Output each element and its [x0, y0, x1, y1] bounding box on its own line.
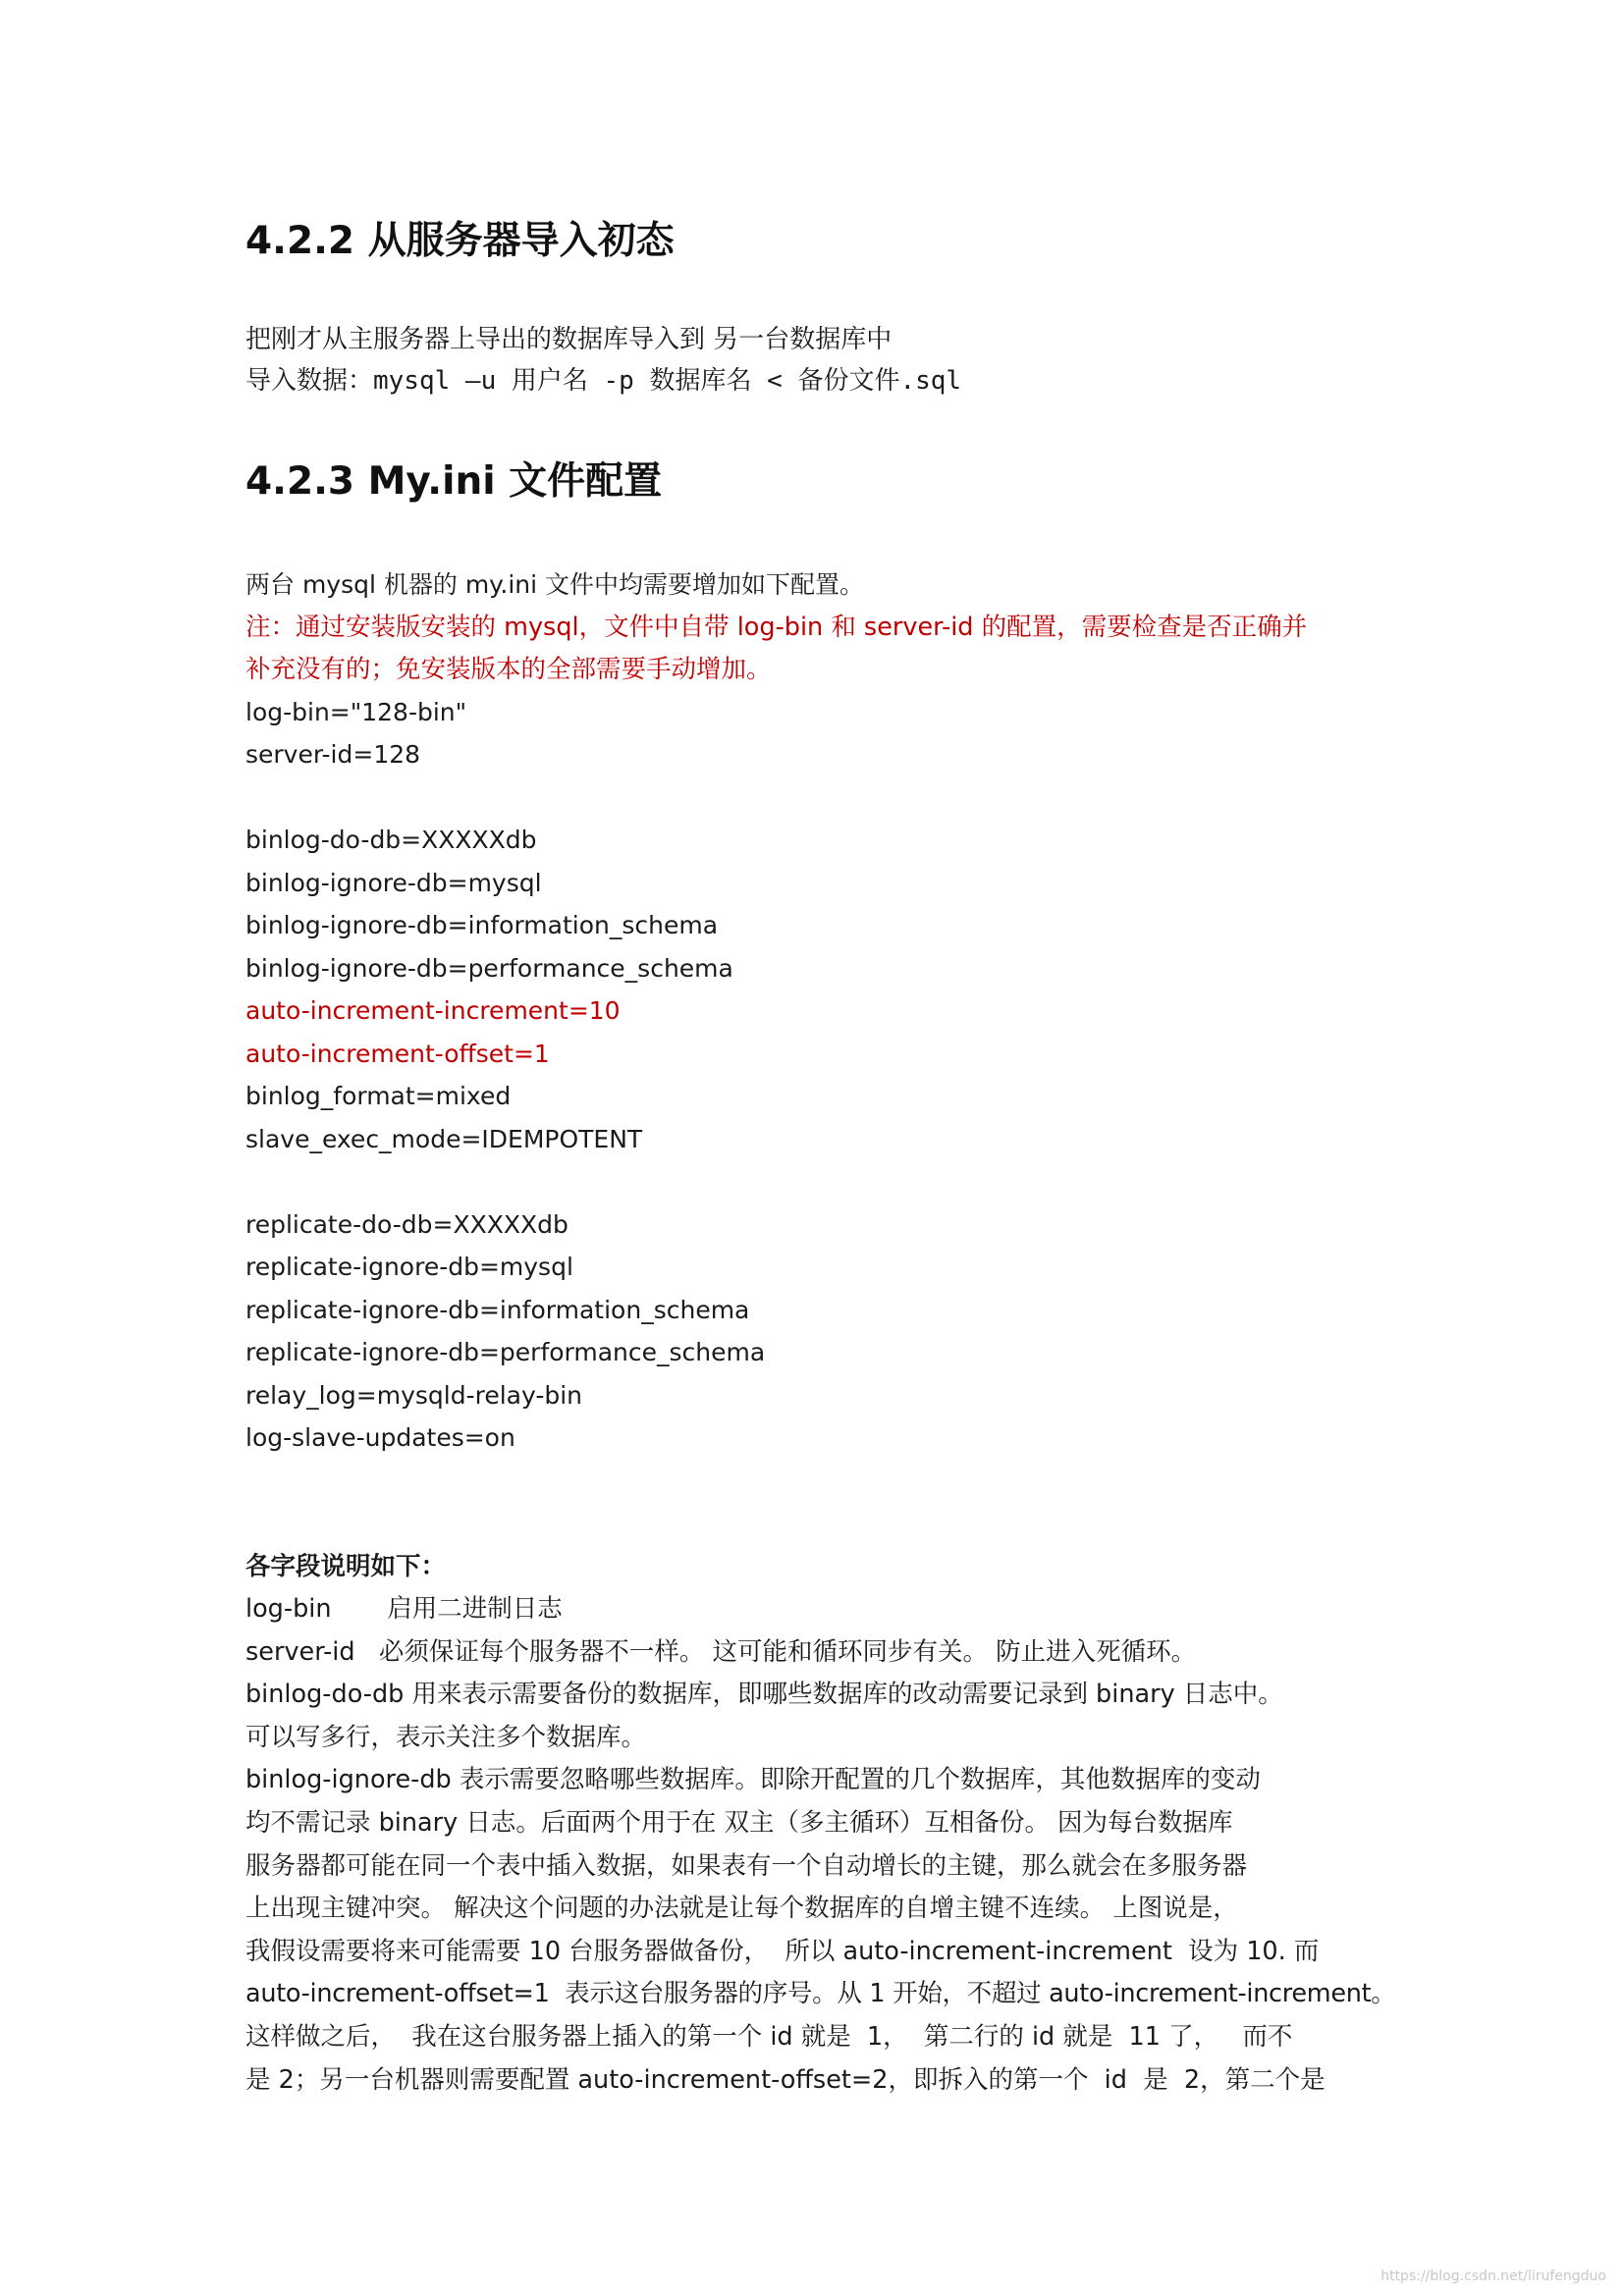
section-heading-4-2-2: 4.2.2 从服务器导入初态 [245, 219, 675, 263]
watermark: https://blog.csdn.net/lirufengduo [1380, 2269, 1606, 2284]
config-line: relay_log=mysqld-relay-bin [245, 1381, 583, 1410]
field-line: 可以写多行，表示关注多个数据库。 [245, 1722, 647, 1752]
field-line: 上出现主键冲突。 解决这个问题的办法就是让每个数据库的自增主键不连续。 上图说是， [245, 1894, 1238, 1924]
config-line: server-id=128 [245, 740, 421, 769]
note-line-1: 注：通过安装版安装的 mysql，文件中自带 log-bin 和 server-id 的配置，需要检查是否正确并 [245, 613, 1308, 642]
field-line: binlog-do-db 用来表示需要备份的数据库，即哪些数据库的改动需要记录到 binary 日志中。 [245, 1680, 1283, 1710]
note-line-2: 补充没有的；免安装版本的全部需要手动增加。 [245, 655, 772, 684]
config-line: replicate-do-db=XXXXXdb [245, 1210, 568, 1239]
config-line-highlighted: auto-increment-offset=1 [245, 1040, 550, 1068]
fields-heading: 各字段说明如下： [245, 1552, 447, 1581]
field-line: server-id 必须保证每个服务器不一样。 这可能和循环同步有关。 防止进入死循环。 [245, 1636, 1197, 1667]
config-line: log-bin="128-bin" [245, 698, 467, 726]
import-description: 把刚才从主服务器上导出的数据库导入到 另一台数据库中 [245, 325, 893, 354]
config-line-highlighted: auto-increment-increment=10 [245, 996, 621, 1025]
import-command: 导入数据：mysql –u 用户名 -p 数据库名 < 备份文件.sql [245, 366, 962, 396]
field-line: 这样做之后， 我在这台服务器上插入的第一个 id 就是 1， 第二行的 id 就是 11 了， 而不 [245, 2021, 1293, 2052]
fields-description [245, 1588, 1394, 2102]
config-line: slave_exec_mode=IDEMPOTENT [245, 1125, 643, 1153]
config-line: replicate-ignore-db=information_schema [245, 1296, 750, 1324]
field-line: 是 2；另一台机器则需要配置 auto-increment-offset=2，即拆入的第一个 id 是 2，第二个是 [245, 2064, 1326, 2095]
config-line: binlog-ignore-db=mysql [245, 869, 542, 897]
section-heading-4-2-3: 4.2.3 My.ini 文件配置 [245, 459, 663, 504]
field-line: binlog-ignore-db 表示需要忽略哪些数据库。即除开配置的几个数据库，其他数据库的变动 [245, 1765, 1261, 1795]
field-line: log-bin 启用二进制日志 [245, 1594, 563, 1624]
config-line: binlog-ignore-db=performance_schema [245, 954, 733, 983]
field-line: 我假设需要将来可能需要 10 台服务器做备份， 所以 auto-increment-increment 设为 10. 而 [245, 1936, 1320, 1966]
config-intro: 两台 mysql 机器的 my.ini 文件中均需要增加如下配置。 [245, 570, 865, 599]
config-line: replicate-ignore-db=mysql [245, 1253, 573, 1281]
field-line: 均不需记录 binary 日志。后面两个用于在 双主（多主循环）互相备份。 因为每台数据库 [245, 1807, 1233, 1838]
config-line: binlog-ignore-db=information_schema [245, 911, 719, 939]
config-line: binlog-do-db=XXXXXdb [245, 826, 537, 854]
config-line: replicate-ignore-db=performance_schema [245, 1338, 766, 1366]
config-line: binlog_format=mixed [245, 1082, 512, 1110]
config-line: log-slave-updates=on [245, 1423, 515, 1452]
field-line: auto-increment-offset=1 表示这台服务器的序号。从 1 开始，不超过 auto-increment-increment。 [245, 1979, 1396, 2009]
field-line: 服务器都可能在同一个表中插入数据，如果表有一个自动增长的主键，那么就会在多服务器 [245, 1850, 1248, 1881]
